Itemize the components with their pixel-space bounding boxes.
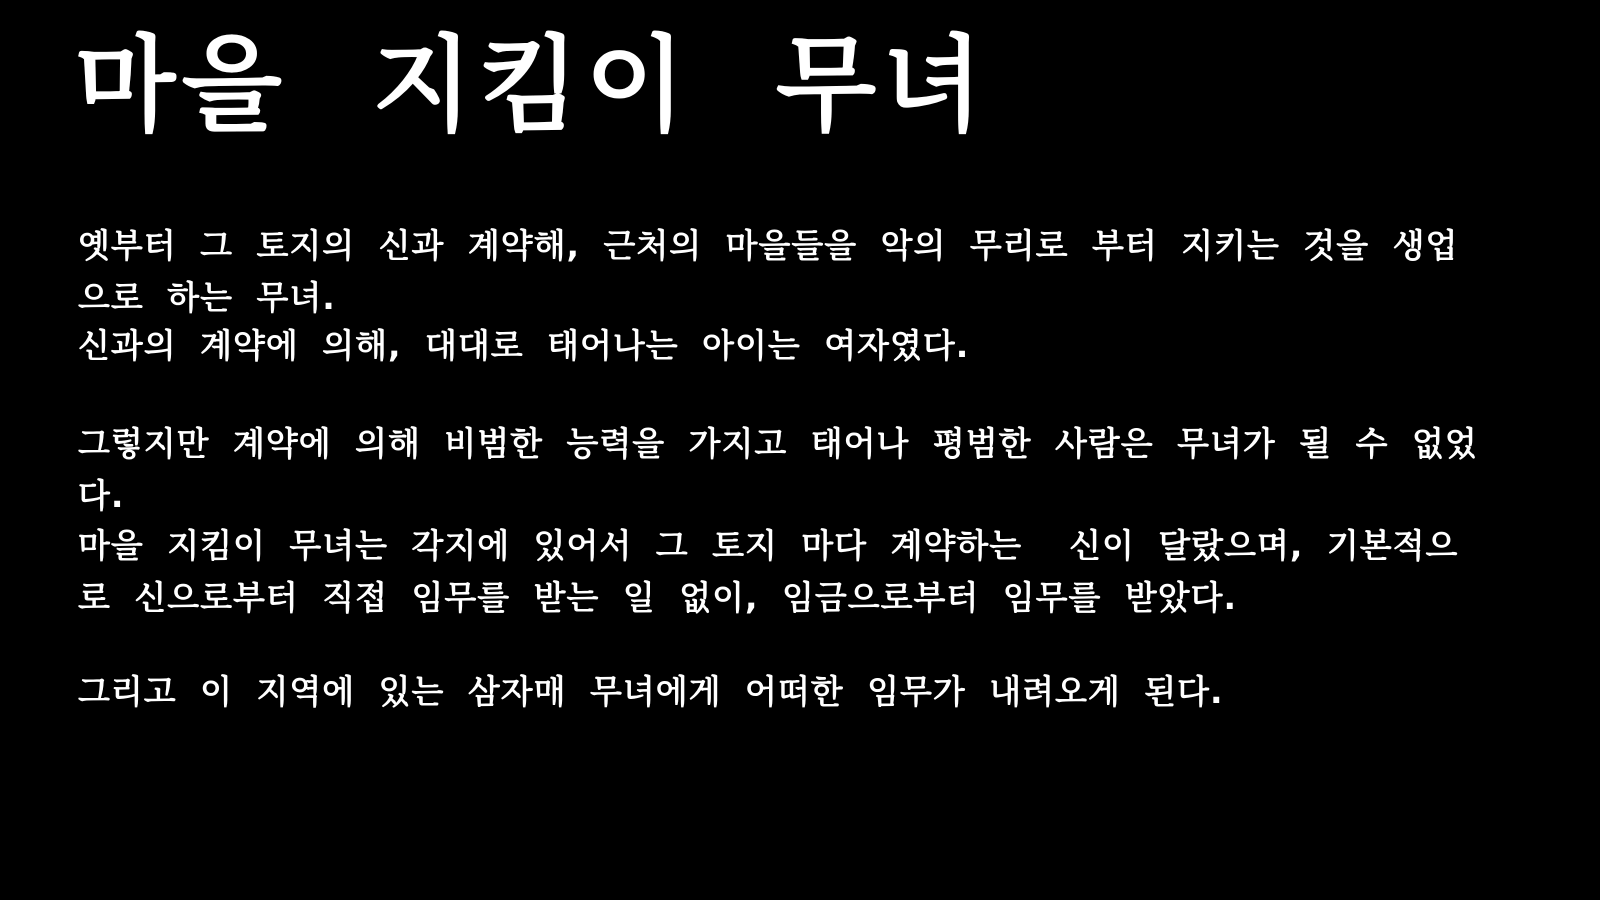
story-paragraph: 그렇지만 계약에 의해 비범한 능력을 가지고 태어나 평범한 사람은 무녀가 될 수 없었다. <box>78 424 1478 515</box>
story-paragraph: 그리고 이 지역에 있는 삼자매 무녀에게 어떠한 임무가 내려오게 된다. <box>78 672 1224 711</box>
page-title: 마을 지킴이 무녀 <box>75 24 989 146</box>
story-paragraph: 신과의 계약에 의해, 대대로 태어나는 아이는 여자였다. <box>78 326 970 365</box>
story-paragraph: 옛부터 그 토지의 신과 계약해, 근처의 마을들을 악의 무리로 부터 지키는 것을 생업으로 하는 무녀. <box>78 226 1459 317</box>
story-paragraph: 마을 지킴이 무녀는 각지에 있어서 그 토지 마다 계약하는 신이 달랐으며, 기본적으로 신으로부터 직접 임무를 받는 일 없이, 임금으로부터 임무를 받았다. <box>78 526 1459 617</box>
